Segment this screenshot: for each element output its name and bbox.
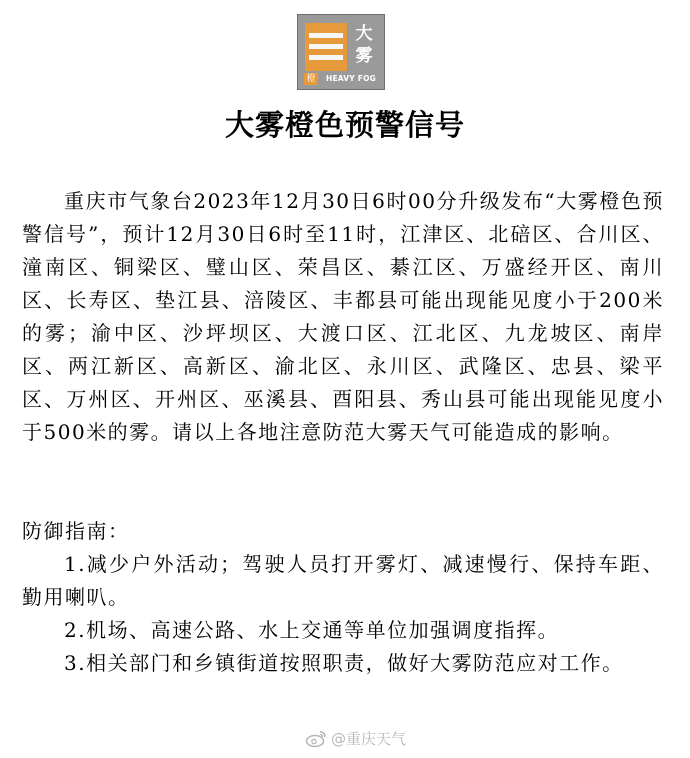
guide-item-2: 2.机场、高速公路、水上交通等单位加强调度指挥。 (64, 618, 560, 642)
badge-glyph: 大 雾 (355, 24, 373, 66)
badge-level-label: 橙 (304, 73, 318, 85)
heavy-fog-warning-badge (297, 14, 385, 90)
watermark-text: @重庆天气 (330, 730, 406, 748)
guide-heading: 防御指南： (22, 519, 130, 543)
badge-bars-icon (305, 23, 347, 71)
warning-paragraph: 重庆市气象台2023年12月30日6时00分升级发布“大雾橙色预警信号”，预计12月30日6时至11时，江津区、北碚区、合川区、潼南区、铜梁区、璧山区、荣昌区、綦江区、万盛经开区、南川区、长寿区、垫江县、涪陵区、丰都县可能出现能见度小于200米的雾；渝中区、沙坪坝区、大渡口区、江北区、九龙坡区、南岸区、两江新区、高新区、渝北区、永川区、武隆区、忠县、梁平区、万州区、开州区、巫溪县、酉阳县、秀山县可能出现能见度小于500米的雾。请以上各地注意防范大雾天气可能造成的影响。 (22, 189, 664, 444)
page-title: 大雾橙色预警信号 (224, 108, 465, 142)
badge-english-label: HEAVY FOG (326, 74, 376, 83)
watermark (305, 728, 406, 749)
guide-item-1: 1.减少户外活动；驾驶人员打开雾灯、减速慢行、保持车距、勤用喇叭。 (22, 552, 664, 609)
weibo-icon (305, 730, 327, 748)
document-body (22, 185, 664, 680)
guide-item-3: 3.相关部门和乡镇街道按照职责，做好大雾防范应对工作。 (64, 651, 624, 675)
